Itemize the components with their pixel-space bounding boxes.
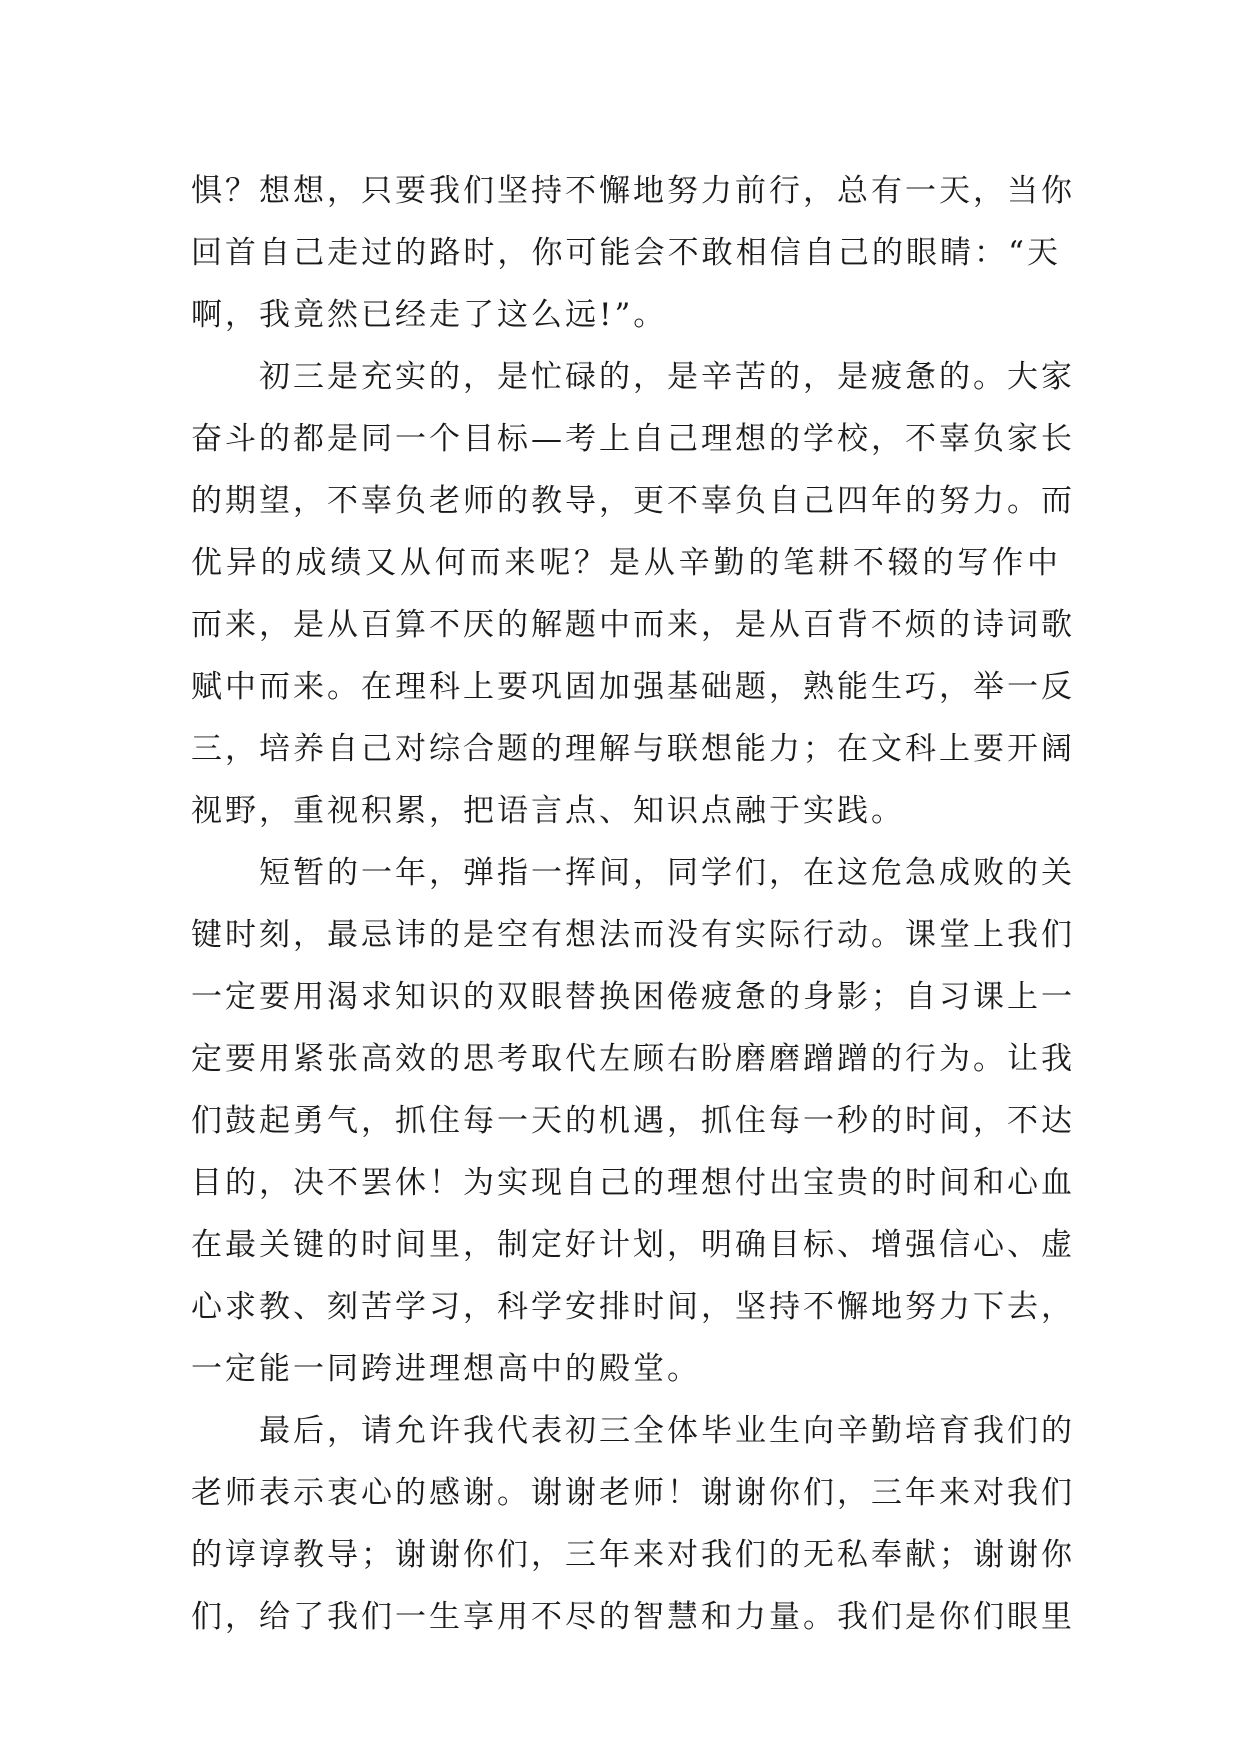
paragraph-4-line-3: 的谆谆教导；谢谢你们，三年来对我们的无私奉献；谢谢你: [191, 1537, 1075, 1573]
paragraph-4-line-4: 们，给了我们一生享用不尽的智慧和力量。我们是你们眼里: [191, 1599, 1075, 1635]
paragraph-3-line-1: 短暂的一年，弹指一挥间，同学们，在这危急成败的关: [259, 855, 1075, 891]
paragraph-2-line-1: 初三是充实的，是忙碌的，是辛苦的，是疲惫的。大家: [259, 359, 1075, 395]
paragraph-4-line-2: 老师表示衷心的感谢。谢谢老师！谢谢你们，三年来对我们: [191, 1475, 1075, 1511]
document-body: [191, 160, 1075, 1648]
paragraph-3-line-5: 们鼓起勇气，抓住每一天的机遇，抓住每一秒的时间，不达: [191, 1103, 1075, 1139]
paragraph-3-line-8: 心求教、刻苦学习，科学安排时间，坚持不懈地努力下去，: [191, 1289, 1075, 1325]
paragraph-3-line-3: 一定要用渴求知识的双眼替换困倦疲惫的身影；自习课上一: [191, 979, 1075, 1015]
paragraph-2-line-8: 视野，重视积累，把语言点、知识点融于实践。: [191, 793, 905, 829]
paragraph-2-line-2: 奋斗的都是同一个目标—考上自己理想的学校，不辜负家长: [191, 421, 1075, 457]
paragraph-2-line-3: 的期望，不辜负老师的教导，更不辜负自己四年的努力。而: [191, 483, 1075, 519]
paragraph-1-line-3: 啊，我竟然已经走了这么远!”。: [191, 297, 668, 333]
paragraph-1-line-1: 惧？想想，只要我们坚持不懈地努力前行，总有一天，当你: [191, 173, 1075, 209]
paragraph-2-line-6: 赋中而来。在理科上要巩固加强基础题，熟能生巧，举一反: [191, 669, 1075, 705]
paragraph-3-line-9: 一定能一同跨进理想高中的殿堂。: [191, 1351, 701, 1387]
paragraph-2-line-7: 三，培养自己对综合题的理解与联想能力；在文科上要开阔: [191, 731, 1075, 767]
paragraph-3-line-7: 在最关键的时间里，制定好计划，明确目标、增强信心、虚: [191, 1227, 1075, 1263]
paragraph-2-line-4: 优异的成绩又从何而来呢？是从辛勤的笔耕不辍的写作中: [191, 545, 1061, 581]
paragraph-3-line-6: 目的，决不罢休！为实现自己的理想付出宝贵的时间和心血: [191, 1165, 1075, 1201]
paragraph-2-line-5: 而来，是从百算不厌的解题中而来，是从百背不烦的诗词歌: [191, 607, 1075, 643]
paragraph-1-line-2: 回首自己走过的路时，你可能会不敢相信自己的眼睛：“天: [191, 235, 1061, 271]
paragraph-4-line-1: 最后，请允许我代表初三全体毕业生向辛勤培育我们的: [259, 1413, 1075, 1449]
paragraph-3-line-2: 键时刻，最忌讳的是空有想法而没有实际行动。课堂上我们: [191, 917, 1075, 953]
paragraph-3-line-4: 定要用紧张高效的思考取代左顾右盼磨磨蹭蹭的行为。让我: [191, 1041, 1075, 1077]
